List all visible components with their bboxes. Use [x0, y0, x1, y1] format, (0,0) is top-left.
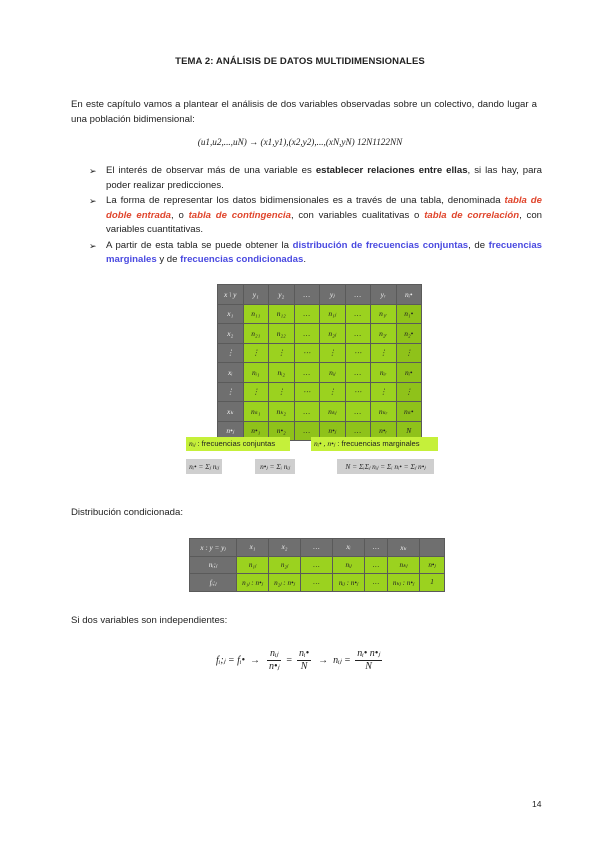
bullet-item: [90, 194, 542, 238]
table-cell: nᵢᵣ: [371, 363, 397, 383]
legend-text: : frecuencias conjuntas: [197, 439, 276, 448]
table-cell: ⋯: [345, 343, 371, 363]
arrow-bullet-icon: ➢: [89, 240, 97, 251]
table-cell: n₁₁: [243, 304, 269, 324]
table-cell: n₁ⱼ: [237, 556, 269, 574]
bullet-item: [90, 239, 542, 268]
header-cell: …: [294, 285, 320, 305]
arrow-bullet-icon: ➢: [89, 196, 97, 206]
table-cell: nᵢⱼ : n•ⱼ: [333, 574, 365, 592]
table-cell: …: [301, 574, 333, 592]
table-cell: ⋮: [269, 343, 295, 363]
formula-term: nᵢⱼ =: [333, 654, 351, 666]
fraction: [355, 648, 382, 673]
table-cell: n•ⱼ: [420, 556, 445, 574]
table-cell: ⋮: [320, 343, 346, 363]
row-label-cell: x₁: [218, 304, 244, 324]
legend-joint: [186, 437, 290, 451]
header-cell: yⱼ: [320, 285, 346, 305]
table-row: [190, 539, 445, 557]
term-highlight: tabla de contingencia: [188, 209, 291, 221]
table-cell: nₖ•: [396, 402, 422, 422]
table-cell: n•ᵣ: [371, 421, 397, 441]
header-cell: nᵢ•: [396, 285, 422, 305]
table-cell: ⋮: [320, 382, 346, 402]
term-highlight: distribución de frecuencias conjuntas: [292, 239, 469, 251]
independence-heading: Si dos variables son independientes:: [71, 615, 228, 626]
table-cell: ⋯: [294, 382, 320, 402]
denominator: n•ⱼ: [269, 661, 280, 672]
header-cell: xₖ: [388, 539, 420, 557]
term-highlight: tabla de doble entrada: [106, 195, 542, 221]
header-cell: …: [365, 539, 388, 557]
table-row: [218, 343, 422, 363]
header-cell: xᵢ: [333, 539, 365, 557]
table-cell: …: [345, 421, 371, 441]
table-row: [218, 324, 422, 344]
formula-row-marginal: nᵢ• = Σⱼ nᵢⱼ: [186, 459, 222, 474]
table-cell: n•ⱼ: [320, 421, 346, 441]
table-cell: nₖⱼ : n•ⱼ: [388, 574, 420, 592]
table-cell: n₁ᵣ: [371, 304, 397, 324]
row-label-cell: nᵢ;ⱼ: [190, 556, 237, 574]
table-cell: ⋮: [243, 343, 269, 363]
table-cell: nᵢ•: [396, 363, 422, 383]
table-cell: …: [345, 363, 371, 383]
bullet-list: [90, 164, 542, 269]
term-highlight: frecuencias condicionadas: [180, 254, 304, 265]
population-formula: (u1,u2,...,uN) → (x1,y1),(x2,y2),...,(xN,yN) 12N1122NN: [197, 137, 403, 147]
header-cell: x \ y: [218, 285, 244, 305]
table-cell: n₂₂: [269, 324, 295, 344]
bullet-text: La forma de representar los datos bidimensionales es a través de una tabla, denominada: [106, 195, 505, 206]
table-cell: n₁ⱼ: [320, 304, 346, 324]
row-label-cell: xₖ: [218, 402, 244, 422]
conditional-heading: Distribución condicionada:: [71, 507, 183, 518]
intro-paragraph: En este capítulo vamos a plantear el análisis de dos variables observadas sobre un colectivo, dando lugar a una población bidimensional:: [71, 99, 537, 125]
row-label-cell: ⋮: [218, 382, 244, 402]
denominator: N: [300, 661, 308, 672]
denominator: N: [365, 661, 372, 672]
table-cell: nᵢⱼ: [333, 556, 365, 574]
table-cell: …: [294, 421, 320, 441]
legend-marginal: [311, 437, 438, 451]
bullet-text: A partir de esta tabla se puede obtener la: [106, 239, 293, 251]
formula-col-marginal: n•ⱼ = Σᵢ nᵢⱼ: [255, 459, 295, 474]
table-row: [218, 363, 422, 383]
table-cell: ⋮: [396, 382, 422, 402]
table-cell: …: [345, 304, 371, 324]
formula-total: N = ΣᵢΣⱼ nᵢⱼ = Σᵢ nᵢ• = Σⱼ n•ⱼ: [337, 459, 434, 474]
table-cell: …: [294, 363, 320, 383]
table-cell: nₖ₂: [269, 402, 295, 422]
table-cell: n•₁: [243, 421, 269, 441]
table-cell: …: [365, 574, 388, 592]
table-row: [190, 556, 445, 574]
table-row: [218, 382, 422, 402]
header-cell: …: [345, 285, 371, 305]
table-cell: nₖᵣ: [371, 402, 397, 422]
header-cell: x₁: [237, 539, 269, 557]
table-cell: …: [345, 324, 371, 344]
bullet-text: , con variables cualitativas o: [290, 209, 425, 221]
table-cell: nᵢ₂: [269, 363, 295, 383]
page-title: TEMA 2: ANÁLISIS DE DATOS MULTIDIMENSIONALES: [175, 56, 425, 67]
term-highlight: frecuencias marginales: [106, 239, 542, 265]
table-cell: …: [365, 556, 388, 574]
table-row: [218, 285, 422, 305]
table-cell: n₂ⱼ: [269, 556, 301, 574]
header-cell: y₂: [269, 285, 295, 305]
table-cell: nₖⱼ: [320, 402, 346, 422]
numerator: nᵢ• n•ⱼ: [357, 648, 381, 659]
table-cell: ⋯: [294, 343, 320, 363]
bullet-text: , con variables cuantitativas.: [106, 209, 542, 235]
bullet-emphasis: establecer relaciones entre ellas: [315, 165, 468, 176]
table-cell: ⋯: [345, 382, 371, 402]
table-cell: …: [345, 402, 371, 422]
legend-text: : frecuencias marginales: [337, 439, 420, 448]
table-cell: n₂•: [396, 324, 422, 344]
table-cell: n•₂: [269, 421, 295, 441]
conditional-table: [189, 538, 445, 592]
row-label-cell: n•ⱼ: [218, 421, 244, 441]
independence-formula: [0, 648, 600, 673]
header-cell: x₂: [269, 539, 301, 557]
bullet-text: , si las hay, para poder realizar predicciones.: [106, 165, 542, 191]
row-label-cell: fᵢ;ⱼ: [190, 574, 237, 592]
table-cell: nₖ₁: [243, 402, 269, 422]
formula-term: fᵢ;ⱼ = fᵢ•: [215, 654, 246, 666]
table-cell: n₂ⱼ: [320, 324, 346, 344]
bullet-text: El interés de observar más de una variable es: [106, 165, 316, 176]
frequency-table: [217, 284, 422, 441]
numerator: nᵢⱼ: [267, 648, 281, 661]
row-label-cell: xᵢ: [218, 363, 244, 383]
row-label-cell: ⋮: [218, 343, 244, 363]
table-cell: nᵢⱼ: [320, 363, 346, 383]
bullet-text: .: [303, 254, 306, 265]
table-cell: …: [294, 304, 320, 324]
header-cell: y₁: [243, 285, 269, 305]
table-cell: ⋮: [396, 343, 422, 363]
table-cell: nₖⱼ: [388, 556, 420, 574]
header-cell: yᵣ: [371, 285, 397, 305]
header-cell: x : y = yⱼ: [190, 539, 237, 557]
arrow-icon: →: [250, 654, 261, 666]
table-cell: ⋮: [371, 343, 397, 363]
header-cell: …: [301, 539, 333, 557]
table-cell: n₂₁: [243, 324, 269, 344]
bullet-text: , o: [171, 209, 189, 221]
fraction: [297, 648, 311, 673]
table-cell: N: [396, 421, 422, 441]
table-cell: …: [301, 556, 333, 574]
legend-symbol: nᵢⱼ: [189, 439, 196, 448]
row-label-cell: x₂: [218, 324, 244, 344]
table-row: [218, 402, 422, 422]
table-cell: ⋮: [371, 382, 397, 402]
table-cell: ⋮: [269, 382, 295, 402]
table-cell: …: [294, 402, 320, 422]
fraction: [267, 648, 281, 673]
term-highlight: tabla de correlación: [424, 209, 520, 221]
bullet-text: , de: [468, 239, 489, 251]
equals-sign: =: [285, 654, 293, 666]
table-cell: n₂ᵣ: [371, 324, 397, 344]
table-cell: n₁₂: [269, 304, 295, 324]
arrow-icon: →: [318, 654, 329, 666]
table-cell: ⋮: [243, 382, 269, 402]
table-cell: nᵢ₁: [243, 363, 269, 383]
header-cell: [420, 539, 445, 557]
legend-symbol: nᵢ• , n•ⱼ: [314, 439, 336, 448]
numerator: nᵢ•: [299, 648, 310, 659]
table-row: [190, 574, 445, 592]
bullet-item: [90, 164, 542, 193]
table-cell: 1: [420, 574, 445, 592]
table-cell: …: [294, 324, 320, 344]
table-cell: n₁ⱼ : n•ⱼ: [237, 574, 269, 592]
table-cell: n₂ⱼ : n•ⱼ: [269, 574, 301, 592]
arrow-bullet-icon: ➢: [89, 166, 97, 176]
table-row: [218, 304, 422, 324]
bullet-text: y de: [156, 254, 181, 265]
table-cell: n₁•: [396, 304, 422, 324]
page-number: 14: [532, 799, 542, 809]
